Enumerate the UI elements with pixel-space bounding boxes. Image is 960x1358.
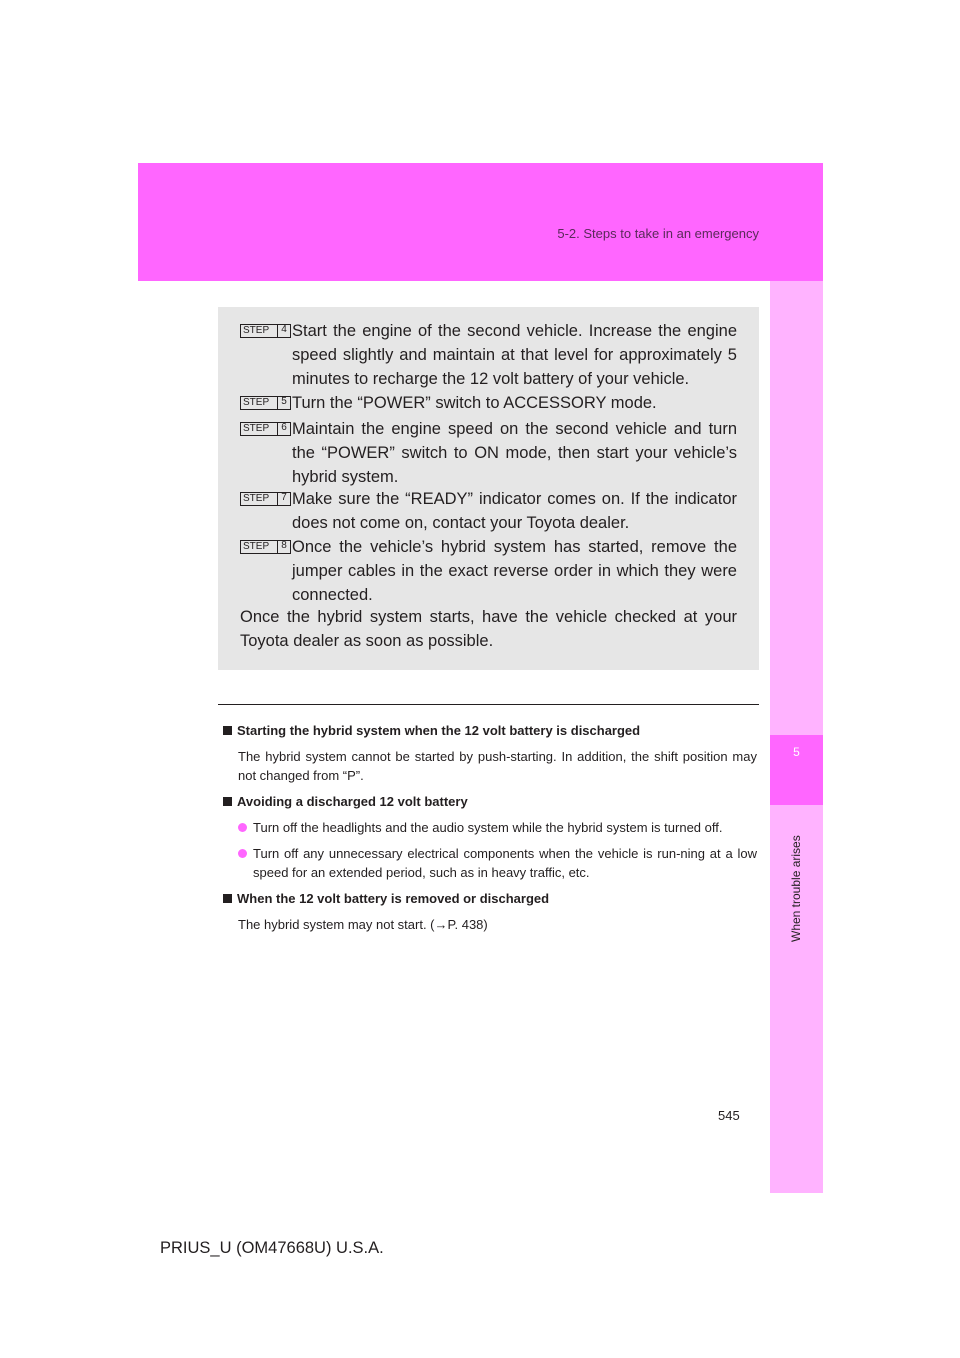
note-body: The hybrid system may not start. (→P. 438) [238,917,488,932]
section-divider [218,704,759,705]
step-text: Once the vehicle’s hybrid system has started, remove the jumper cables in the exact reverse order in which they were connected. [292,538,737,604]
footer-model-code: PRIUS_U (OM47668U) U.S.A. [160,1239,384,1257]
closing-text: Once the hybrid system starts, have the vehicle checked at your Toyota dealer as soon as possible. [240,608,737,650]
section-title: 5-2. Steps to take in an emergency [557,226,759,241]
header-band [138,163,823,281]
square-bullet-icon [223,726,232,735]
note-body: The hybrid system cannot be started by push-starting. In addition, the shift position may not changed from “P”. [238,749,757,783]
note-heading: When the 12 volt battery is removed or discharged [223,889,757,908]
step-7 [240,487,737,535]
notes-section [223,721,757,941]
square-bullet-icon [223,894,232,903]
step-text: Start the engine of the second vehicle. Increase the engine speed slightly and maintain at that level for approximately 5 minutes to recharge the 12 volt battery of your vehicle. [292,322,737,388]
chapter-number: 5 [793,745,800,759]
step-badge: STEP 5 [240,396,291,410]
step-badge: STEP 8 [240,540,291,554]
chapter-title: When trouble arises [789,835,803,942]
step-8 [240,535,737,607]
step-6 [240,417,737,489]
square-bullet-icon [223,797,232,806]
circle-bullet-icon [238,849,247,858]
note-bullet: Turn off any unnecessary electrical components when the vehicle is run-ning at a low speed for an extended period, such as in heavy traffic, etc. [223,844,757,882]
note-heading: Avoiding a discharged 12 volt battery [223,792,757,811]
steps-panel [218,307,759,670]
step-4 [240,319,737,391]
step-text: Turn the “POWER” switch to ACCESSORY mode. [292,394,657,412]
page-number: 545 [718,1108,740,1123]
step-badge: STEP 7 [240,492,291,506]
step-badge: STEP 6 [240,422,291,436]
step-text: Maintain the engine speed on the second vehicle and turn the “POWER” switch to ON mode, then start your vehicle’s hybrid system. [292,420,737,486]
circle-bullet-icon [238,823,247,832]
note-bullet: Turn off the headlights and the audio system while the hybrid system is turned off. [223,818,757,837]
step-text: Make sure the “READY” indicator comes on. If the indicator does not come on, contact your Toyota dealer. [292,490,737,532]
note-heading: Starting the hybrid system when the 12 volt battery is discharged [223,721,757,740]
step-5 [240,391,737,415]
step-badge: STEP 4 [240,324,291,338]
